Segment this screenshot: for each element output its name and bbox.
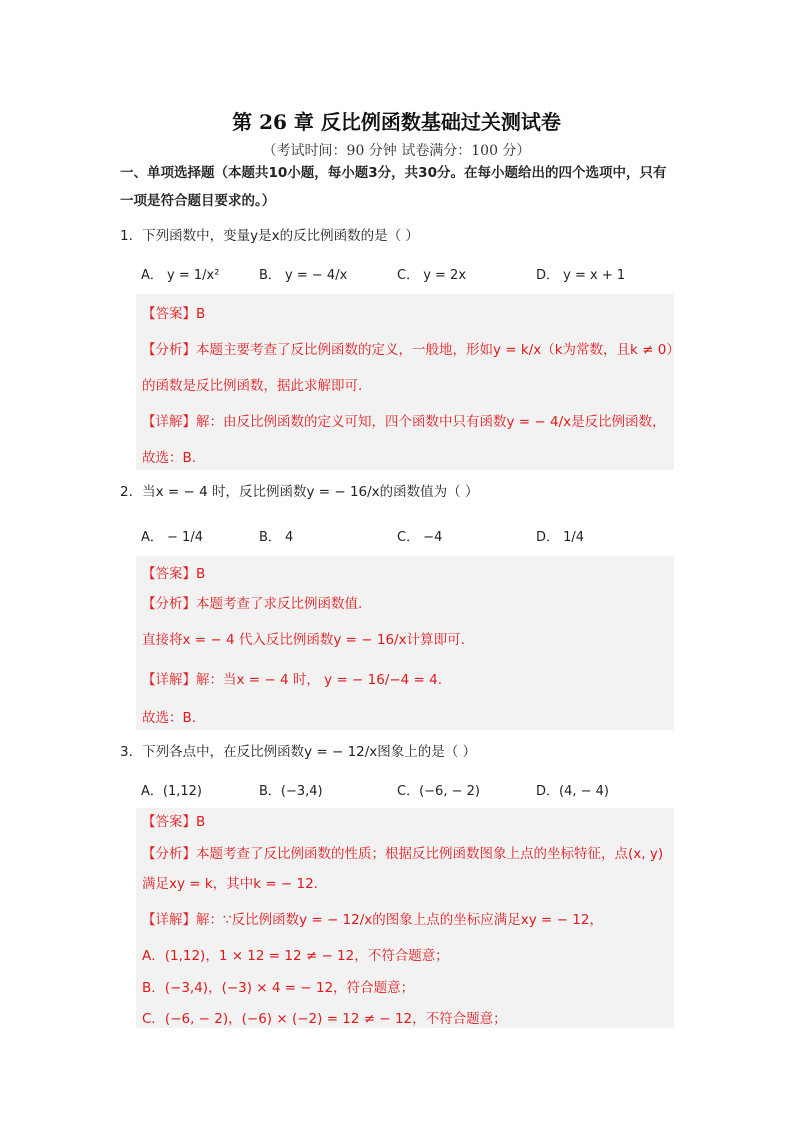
q1-option-a: A． y = 1/x² bbox=[141, 268, 220, 283]
q1-analysis-line1: 【分析】本题主要考查了反比例函数的定义，一般地，形如y = k/x（k为常数，且k ≠ 0） bbox=[142, 342, 680, 358]
q3-answer-box bbox=[136, 808, 674, 1028]
q3-analysis-line2: 满足xy = k，其中k = − 12. bbox=[142, 876, 318, 892]
q2-analysis-line1: 【分析】本题考查了求反比例函数值. bbox=[142, 596, 363, 612]
q2-analysis-line2: 直接将x = − 4 代入反比例函数y = − 16/x计算即可. bbox=[142, 632, 465, 648]
question-2-stem: 2．当x = − 4 时，反比例函数y = − 16/x的函数值为（ ） bbox=[120, 484, 479, 500]
q3-item-b: B．(−3,4)，(−3) × 4 = − 12，符合题意； bbox=[142, 980, 415, 996]
q2-option-a: A． − 1/4 bbox=[141, 530, 203, 545]
q3-option-b: B．(−3,4) bbox=[259, 784, 323, 799]
question-3-stem: 3．下列各点中，在反比例函数y = − 12/x图象上的是（ ） bbox=[120, 744, 477, 760]
q2-option-d: D． 1/4 bbox=[536, 530, 585, 545]
q2-option-c: C． −4 bbox=[397, 530, 443, 545]
q1-analysis-line2: 的函数是反比例函数，据此求解即可. bbox=[142, 378, 363, 394]
q1-conclusion: 故选：B. bbox=[142, 450, 197, 466]
q3-option-c: C．(−6, − 2) bbox=[397, 784, 480, 799]
q2-option-b: B． 4 bbox=[259, 530, 294, 545]
section-heading-line2: 一项是符合题目要求的。） bbox=[120, 193, 276, 209]
q3-item-a: A．(1,12)，1 × 12 = 12 ≠ − 12，不符合题意； bbox=[142, 948, 449, 964]
q1-option-c: C． y = 2x bbox=[397, 268, 467, 283]
q2-detail: 【详解】解：当x = − 4 时， y = − 16/−4 = 4. bbox=[142, 672, 443, 688]
q1-answer: 【答案】B bbox=[142, 306, 206, 322]
q3-answer: 【答案】B bbox=[142, 814, 206, 830]
q3-option-d: D．(4, − 4) bbox=[536, 784, 609, 799]
q1-option-b: B． y = − 4/x bbox=[259, 268, 348, 283]
q3-analysis-line1: 【分析】本题考查了反比例函数的性质；根据反比例函数图象上点的坐标特征，点(x, y) bbox=[142, 846, 664, 862]
question-1-stem: 1．下列函数中，变量y是x的反比例函数的是（ ） bbox=[120, 228, 419, 244]
q2-conclusion: 故选：B. bbox=[142, 710, 197, 726]
q3-item-c: C．(−6, − 2)，(−6) × (−2) = 12 ≠ − 12，不符合题意； bbox=[142, 1011, 507, 1027]
page-subtitle: （考试时间：90 分钟 试卷满分：100 分） bbox=[262, 143, 531, 159]
q3-option-a: A．(1,12) bbox=[141, 784, 202, 799]
q3-detail: 【详解】解：∵反比例函数y = − 12/x的图象上点的坐标应满足xy = − 12， bbox=[142, 912, 603, 928]
section-heading-line1: 一、单项选择题（本题共10小题，每小题3分，共30分。在每小题给出的四个选项中，只有 bbox=[120, 165, 667, 181]
q2-answer: 【答案】B bbox=[142, 566, 206, 582]
q1-option-d: D． y = x + 1 bbox=[536, 268, 626, 283]
page-title: 第 26 章 反比例函数基础过关测试卷 bbox=[232, 110, 561, 134]
q1-answer-box bbox=[136, 294, 680, 470]
q1-detail: 【详解】解：由反比例函数的定义可知，四个函数中只有函数y = − 4/x是反比例函数， bbox=[142, 414, 666, 430]
q2-answer-box bbox=[136, 556, 674, 730]
